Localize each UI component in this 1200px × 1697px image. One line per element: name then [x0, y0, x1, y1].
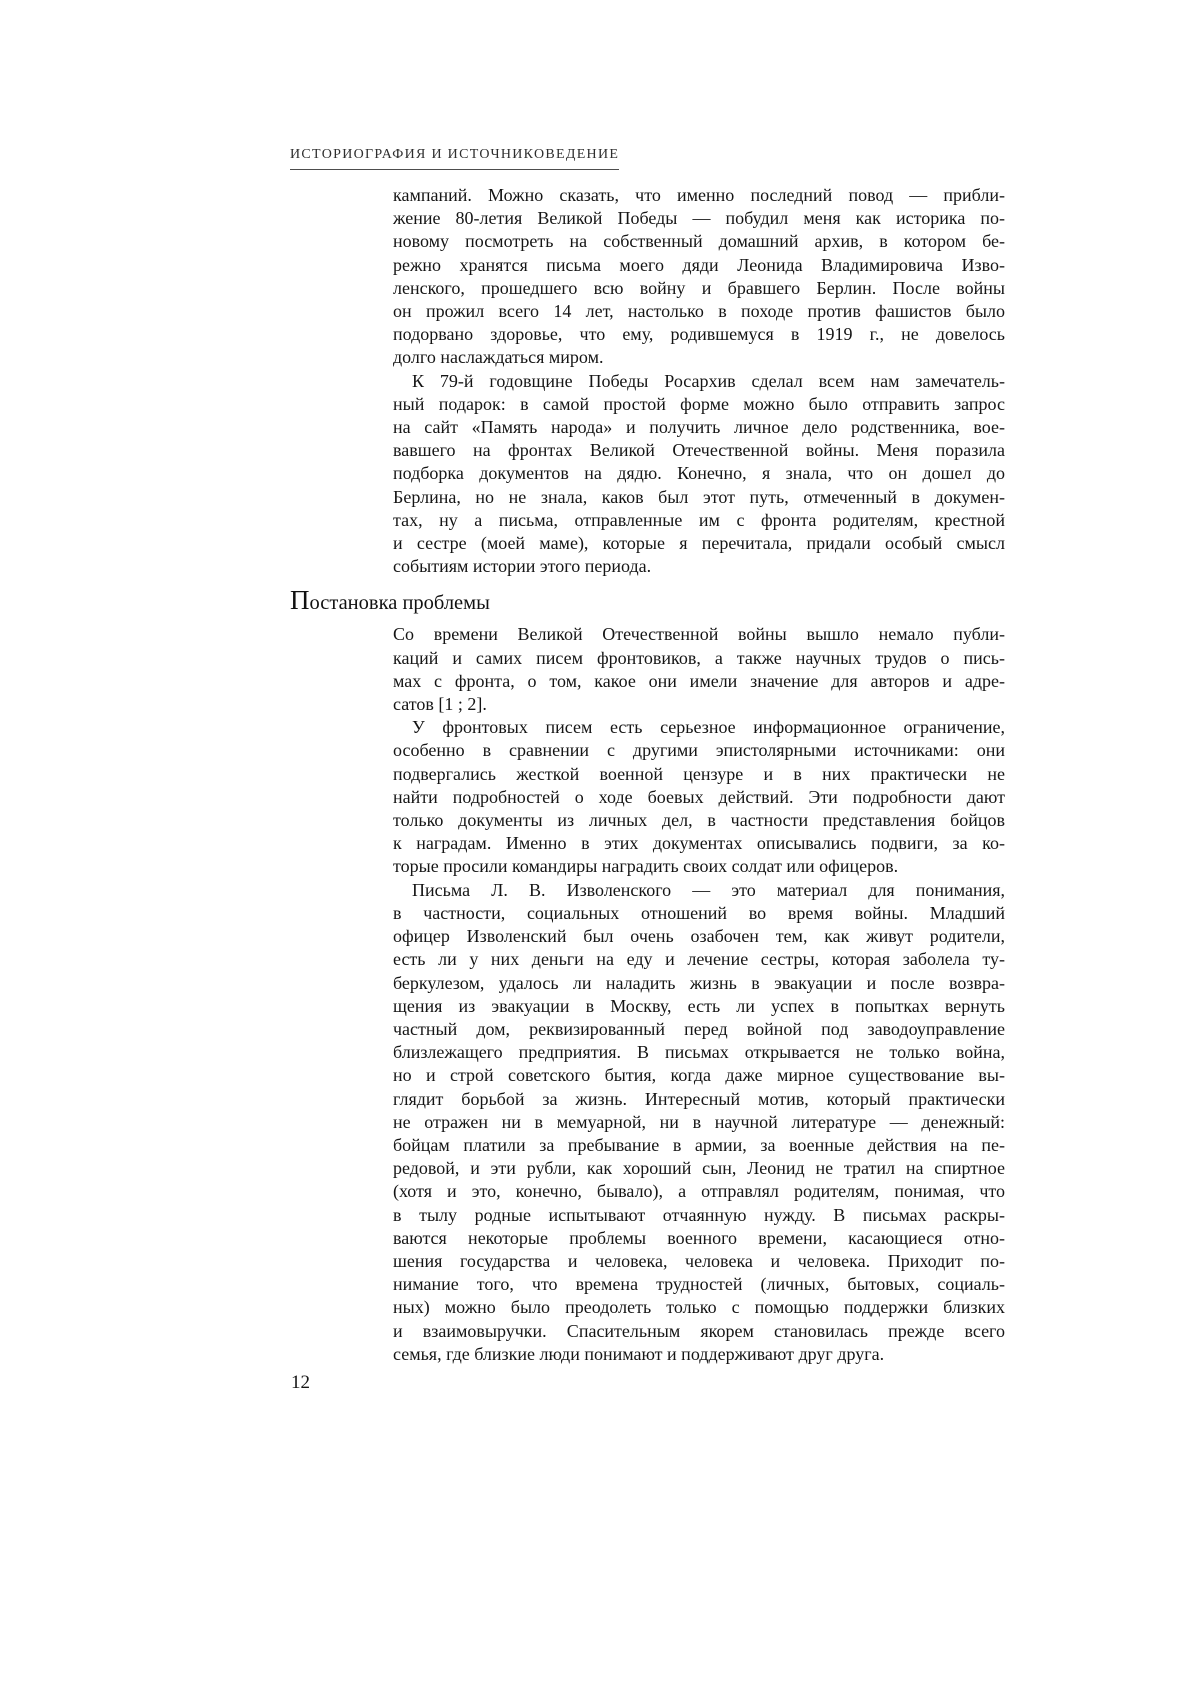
- text-line: не отражен ни в мемуарной, ни в научной литературе — денежный:: [393, 1111, 1005, 1132]
- text-line: жение 80-летия Великой Победы — побудил меня как историка по-: [393, 208, 1005, 229]
- text-line: вавшего на фронтах Великой Отечественной войны. Меня поразила: [393, 440, 1005, 461]
- paragraph-2: [393, 370, 1005, 579]
- text-line: в частности, социальных отношений во время войны. Младший: [393, 902, 1005, 923]
- text-line: новому посмотреть на собственный домашний архив, в котором бе-: [393, 231, 1005, 252]
- text-line: глядит борьбой за жизнь. Интересный мотив, который практически: [393, 1088, 1005, 1109]
- text-line: событиям истории этого периода.: [393, 556, 652, 577]
- section-heading: Постановка проблемы: [290, 585, 490, 616]
- text-line: тах, ну а письма, отправленные им с фронта родителям, крестной: [393, 509, 1005, 530]
- paragraph-3: [393, 623, 1005, 716]
- text-column: [290, 184, 1005, 1366]
- text-line: Берлина, но не знала, каков был этот путь, отмеченный в докумен-: [393, 486, 1005, 507]
- text-line: кампаний. Можно сказать, что именно последний повод — прибли-: [393, 185, 1005, 205]
- text-line: мах с фронта, о том, какое они имели значение для авторов и адре-: [393, 670, 1005, 691]
- text-line: семья, где близкие люди понимают и поддерживают друг друга.: [393, 1343, 885, 1364]
- text-line: он прожил всего 14 лет, настолько в походе против фашистов было: [393, 301, 1005, 322]
- text-line: нимание того, что времена трудностей (личных, бытовых, социаль-: [393, 1274, 1005, 1295]
- text-line: и взаимовыручки. Спасительным якорем становилась прежде всего: [393, 1320, 1005, 1341]
- text-line: только документы из личных дел, в частности представления бойцов: [393, 810, 1005, 831]
- paragraph-4: [393, 716, 1005, 878]
- text-line: есть ли у них деньги на еду и лечение сестры, которая заболела ту-: [393, 949, 1005, 970]
- text-line: подвергались жесткой военной цензуре и в них практически не: [393, 763, 1005, 784]
- text-line: подборка документов на дядю. Конечно, я знала, что он дошел до: [393, 463, 1005, 484]
- text-line: ленского, прошедшего всю войну и бравшего Берлин. После войны: [393, 277, 1005, 298]
- text-line: подорвано здоровье, что ему, родившемуся в 1919 г., не довелось: [393, 324, 1005, 345]
- text-line: частный дом, реквизированный перед войной под заводоуправление: [393, 1018, 1005, 1039]
- page-number: 12: [291, 1372, 310, 1393]
- text-line: к наградам. Именно в этих документах описывались подвиги, за ко-: [393, 833, 1005, 854]
- text-line: режно хранятся письма моего дяди Леонида Владимировича Изво-: [393, 254, 1005, 275]
- text-line: ный подарок: в самой простой форме можно было отправить запрос: [393, 393, 1005, 414]
- text-line: торые просили командиры наградить своих солдат или офицеров.: [393, 856, 899, 877]
- text-line: найти подробностей о ходе боевых действий. Эти подробности дают: [393, 786, 1005, 807]
- text-line: долго наслаждаться миром.: [393, 347, 604, 368]
- text-line: шения государства и человека, человека и человека. Приходит по-: [393, 1250, 1005, 1271]
- text-line: офицер Изволенский был очень озабочен тем, как живут родители,: [393, 926, 1005, 947]
- running-header: ИСТОРИОГРАФИЯ И ИСТОЧНИКОВЕДЕНИЕ: [290, 147, 619, 170]
- text-line: но и строй советского бытия, когда даже мирное существование вы-: [393, 1065, 1005, 1086]
- text-line: бойцам платили за пребывание в армии, за военные действия на пе-: [393, 1134, 1005, 1155]
- text-line: Письма Л. В. Изволенского — это материал для понимания,: [412, 879, 1005, 900]
- paragraph-5: [393, 879, 1005, 1366]
- text-line: ных) можно было преодолеть только с помощью поддержки близких: [393, 1297, 1005, 1318]
- text-line: редовой, и эти рубли, как хороший сын, Леонид не тратил на спиртное: [393, 1158, 1005, 1179]
- text-line: У фронтовых писем есть серьезное информационное ограничение,: [412, 717, 1005, 738]
- text-line: на сайт «Память народа» и получить личное дело родственника, вое-: [393, 417, 1005, 438]
- text-line: беркулезом, удалось ли наладить жизнь в эвакуации и после возвра-: [393, 972, 1005, 993]
- text-line: ваются некоторые проблемы военного времени, касающиеся отно-: [393, 1227, 1005, 1248]
- text-line: Со времени Великой Отечественной войны вышло немало публи-: [393, 624, 1005, 645]
- text-line: щения из эвакуации в Москву, есть ли успех в попытках вернуть: [393, 995, 1005, 1016]
- paragraph-1: [393, 184, 1005, 370]
- text-line: и сестре (моей маме), которые я перечитала, придали особый смысл: [393, 533, 1005, 554]
- text-line: особенно в сравнении с другими эпистолярными источниками: они: [393, 740, 1005, 761]
- text-line: близлежащего предприятия. В письмах открывается не только война,: [393, 1042, 1005, 1063]
- text-line: сатов [1 ; 2].: [393, 694, 487, 715]
- text-line: каций и самих писем фронтовиков, а также научных трудов о пись-: [393, 647, 1005, 668]
- text-line: К 79-й годовщине Победы Росархив сделал всем нам замечатель-: [412, 370, 1005, 391]
- text-line: в тылу родные испытывают отчаянную нужду. В письмах раскры-: [393, 1204, 1005, 1225]
- text-line: (хотя и это, конечно, бывало), а отправлял родителям, понимая, что: [393, 1181, 1005, 1202]
